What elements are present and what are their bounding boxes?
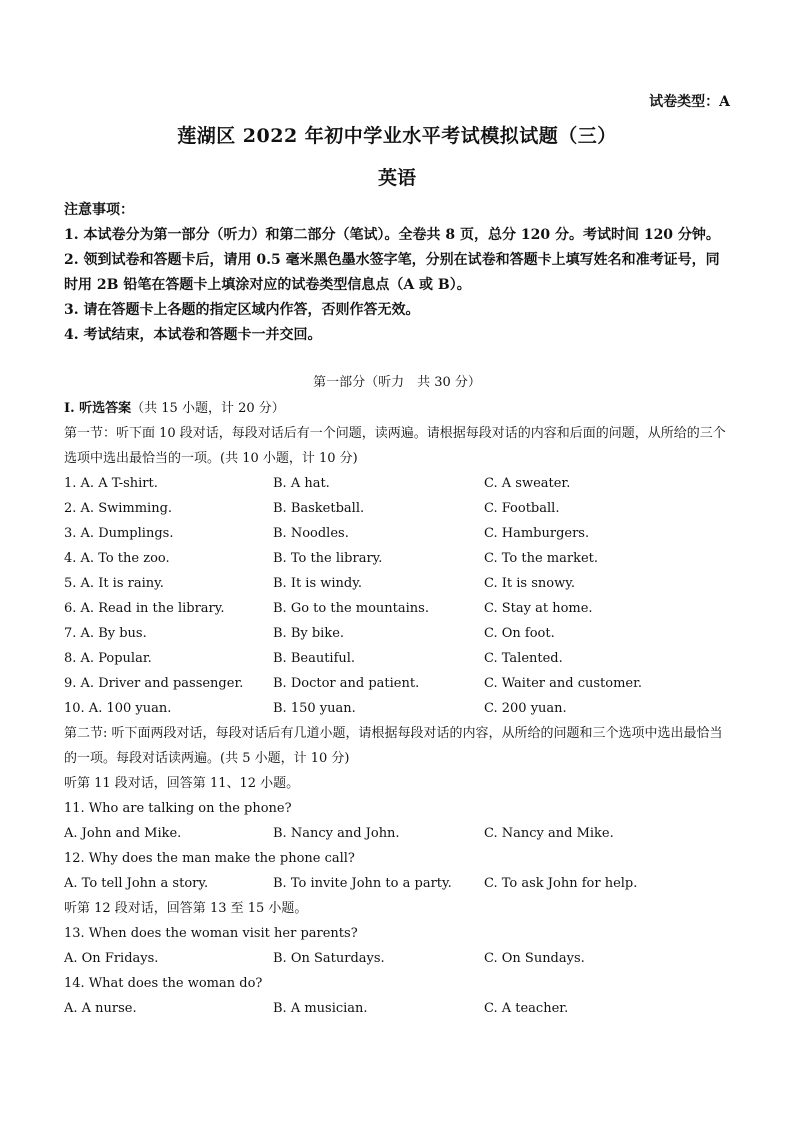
option-a: 5. A. It is rainy. — [64, 576, 164, 591]
listening-section — [64, 396, 732, 1021]
option-a: A. On Fridays. — [64, 951, 159, 966]
note-item-3: 3. 请在答题卡上各题的指定区域内作答，否则作答无效。 — [64, 302, 420, 318]
option-a: 8. A. Popular. — [64, 651, 152, 666]
option-b: B. It is windy. — [273, 576, 363, 591]
option-a: A. A nurse. — [64, 1001, 137, 1016]
option-c: C. Stay at home. — [484, 601, 593, 616]
option-a: 4. A. To the zoo. — [64, 551, 170, 566]
paper-type-label: 试卷类型：A — [649, 94, 730, 110]
question-row-1 — [64, 471, 732, 496]
dialog12-intro: 听第 12 段对话，回答第 13 至 15 小题。 — [64, 901, 308, 916]
option-c: C. A teacher. — [484, 1001, 569, 1016]
option-a: 7. A. By bus. — [64, 626, 147, 641]
option-c: C. On foot. — [484, 626, 555, 641]
option-b: B. By bike. — [273, 626, 345, 641]
note-item-4: 4. 考试结束，本试卷和答题卡一并交回。 — [64, 327, 322, 343]
subject-title: 英语 — [377, 167, 416, 189]
note-item-2: 2. 领到试卷和答题卡后，请用 0.5 毫米黑色墨水签字笔，分别在试卷和答题卡上填写姓名和准考证号，同时用 2B 铅笔在答题卡上填涂对应的试卷类型信息点（A 或 B）。 — [64, 252, 720, 293]
option-c: C. To ask John for help. — [484, 876, 638, 891]
subsection2-instructions: 第二节: 听下面两段对话，每段对话后有几道小题，请根据每段对话的内容，从所给的问题和三个选项中选出最恰当的一项。每段对话读两遍。(共 5 小题，计 10 分) — [64, 726, 723, 766]
option-b: B. Noodles. — [273, 526, 349, 541]
notes-heading: 注意事项： — [64, 202, 134, 218]
question-11-stem: 11. Who are talking on the phone? — [64, 801, 292, 816]
part1-title: 第一部分（听力 共 30 分） — [313, 375, 481, 390]
option-c: C. Hamburgers. — [484, 526, 590, 541]
option-b: B. To invite John to a party. — [273, 876, 452, 891]
question-row-5 — [64, 571, 732, 596]
option-c: C. To the market. — [484, 551, 599, 566]
notes-section — [64, 198, 732, 348]
option-b: B. A hat. — [273, 476, 330, 491]
option-a: A. John and Mike. — [64, 826, 182, 841]
question-12-options — [64, 871, 732, 896]
section1-heading-label: Ⅰ. 听选答案 — [64, 401, 132, 416]
option-b: B. Nancy and John. — [273, 826, 400, 841]
exam-title: 莲湖区 2022 年初中学业水平考试模拟试题（三） — [177, 125, 617, 147]
question-11-options — [64, 821, 732, 846]
question-row-6 — [64, 596, 732, 621]
option-b: B. Go to the mountains. — [273, 601, 429, 616]
note-item-1: 1. 本试卷分为第一部分（听力）和第二部分（笔试）。全卷共 8 页，总分 120 分。考试时间 120 分钟。 — [64, 227, 720, 243]
option-b: B. To the library. — [273, 551, 383, 566]
option-a: 3. A. Dumplings. — [64, 526, 174, 541]
question-14-stem: 14. What does the woman do? — [64, 976, 263, 991]
option-c: C. 200 yuan. — [484, 701, 567, 716]
question-row-7 — [64, 621, 732, 646]
dialog11-intro: 听第 11 段对话，回答第 11、12 小题。 — [64, 776, 300, 791]
question-12-stem: 12. Why does the man make the phone call? — [64, 851, 355, 866]
section1-heading — [64, 396, 732, 421]
option-c: C. A sweater. — [484, 476, 571, 491]
option-a: 10. A. 100 yuan. — [64, 701, 172, 716]
question-row-2 — [64, 496, 732, 521]
option-a: 6. A. Read in the library. — [64, 601, 225, 616]
option-b: B. Basketball. — [273, 501, 365, 516]
question-row-8 — [64, 646, 732, 671]
option-b: B. A musician. — [273, 1001, 368, 1016]
question-row-3 — [64, 521, 732, 546]
option-c: C. Nancy and Mike. — [484, 826, 614, 841]
option-c: C. Waiter and customer. — [484, 676, 643, 691]
question-list-1-10 — [64, 471, 732, 721]
question-14-options — [64, 996, 732, 1021]
option-a: 2. A. Swimming. — [64, 501, 173, 516]
question-row-10 — [64, 696, 732, 721]
option-b: B. Doctor and patient. — [273, 676, 420, 691]
option-c: C. Talented. — [484, 651, 563, 666]
option-b: B. On Saturdays. — [273, 951, 385, 966]
option-a: A. To tell John a story. — [64, 876, 209, 891]
option-b: B. Beautiful. — [273, 651, 356, 666]
option-a: 9. A. Driver and passenger. — [64, 676, 244, 691]
question-row-4 — [64, 546, 732, 571]
section1-heading-score: （共 15 小题，计 20 分） — [131, 401, 285, 416]
question-13-options — [64, 946, 732, 971]
option-c: C. Football. — [484, 501, 560, 516]
option-b: B. 150 yuan. — [273, 701, 356, 716]
question-row-9 — [64, 671, 732, 696]
option-a: 1. A. A T-shirt. — [64, 476, 158, 491]
question-13-stem: 13. When does the woman visit her parents? — [64, 926, 358, 941]
subsection1-instructions: 第一节：听下面 10 段对话，每段对话后有一个问题，读两遍。请根据每段对话的内容和后面的问题，从所给的三个选项中选出最恰当的一项。(共 10 小题，计 10 分) — [64, 426, 726, 466]
option-c: C. It is snowy. — [484, 576, 575, 591]
option-c: C. On Sundays. — [484, 951, 585, 966]
